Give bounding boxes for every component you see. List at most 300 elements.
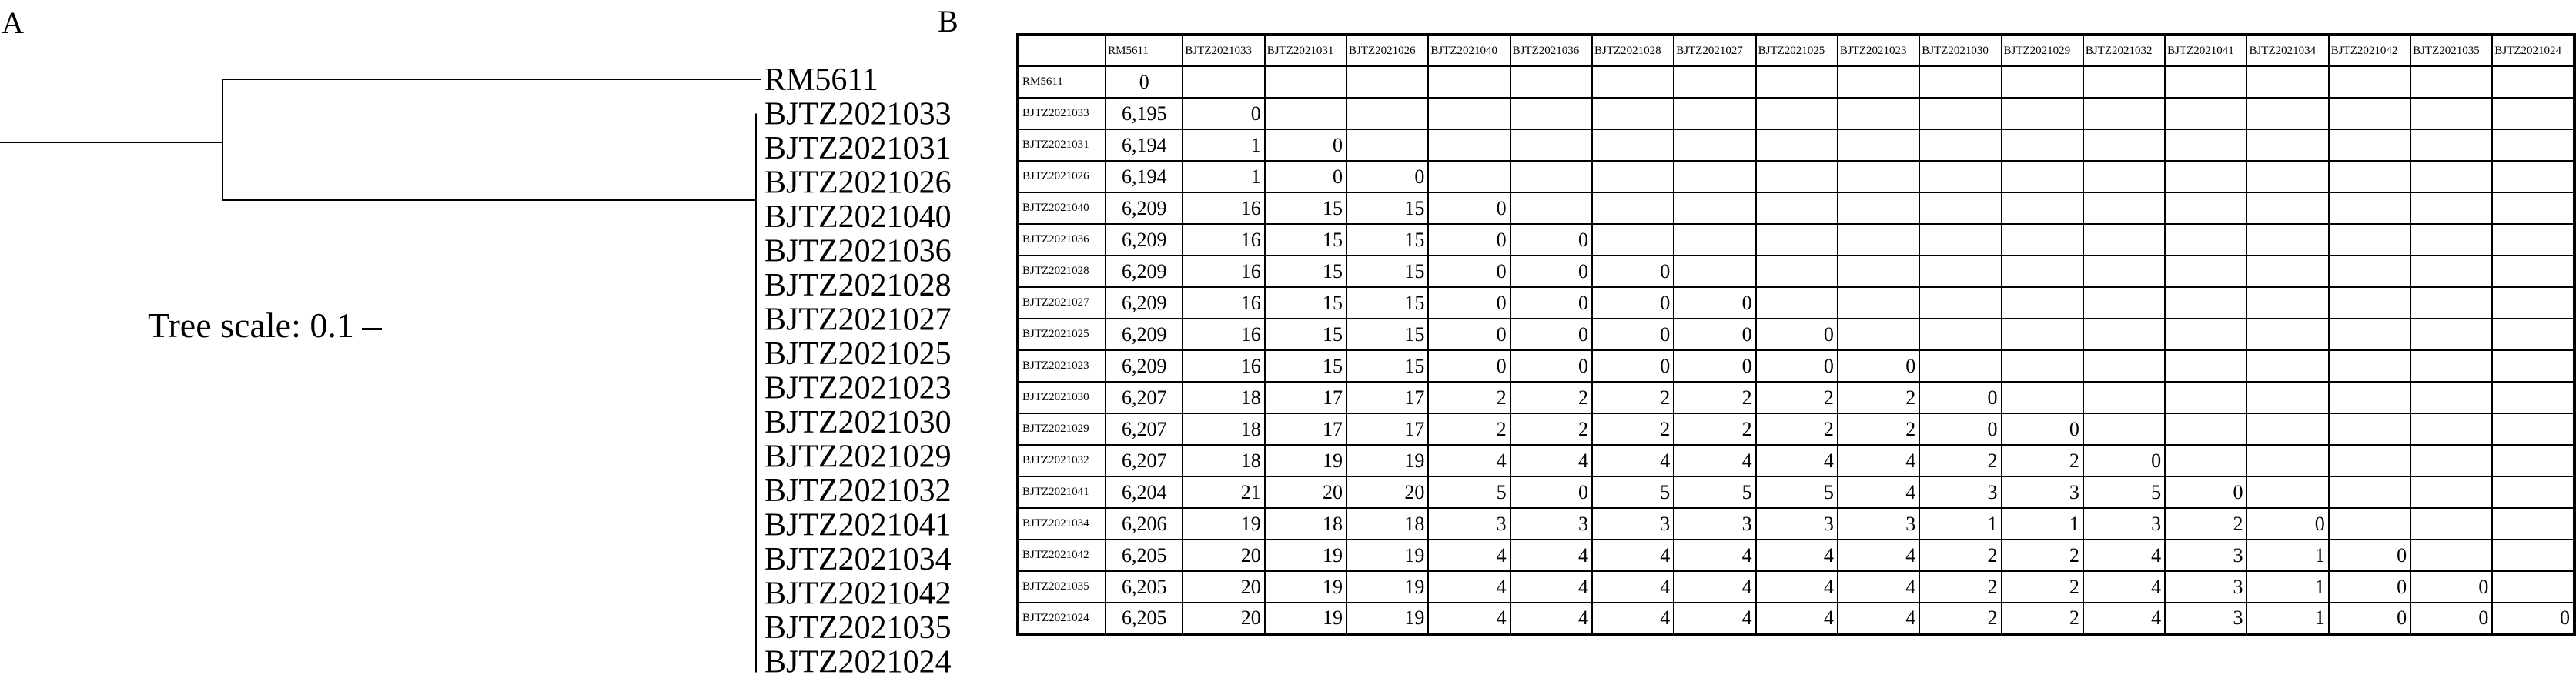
matrix-row bbox=[1018, 256, 2574, 287]
matrix-cell: 0 bbox=[2410, 603, 2492, 634]
matrix-cell: 0 bbox=[1106, 66, 1183, 98]
tree-leaf-label: BJTZ2021034 bbox=[764, 542, 952, 577]
matrix-cell: 3 bbox=[1919, 476, 2001, 508]
matrix-cell bbox=[1919, 98, 2001, 129]
matrix-row bbox=[1018, 571, 2574, 603]
matrix-cell: 20 bbox=[1265, 476, 1347, 508]
matrix-cell bbox=[1428, 161, 1510, 192]
matrix-cell bbox=[2002, 382, 2083, 413]
matrix-cell: 0 bbox=[1674, 350, 1755, 382]
matrix-cell: 4 bbox=[1838, 445, 1919, 476]
matrix-cell: 5 bbox=[1428, 476, 1510, 508]
matrix-cell bbox=[2002, 287, 2083, 319]
matrix-cell bbox=[2165, 161, 2246, 192]
matrix-cell: 2 bbox=[1428, 382, 1510, 413]
matrix-cell bbox=[1674, 192, 1755, 224]
matrix-cell: 2 bbox=[1919, 540, 2001, 571]
matrix-column-header: BJTZ2021041 bbox=[2165, 35, 2246, 66]
matrix-cell bbox=[2246, 445, 2328, 476]
matrix-cell bbox=[1919, 287, 2001, 319]
matrix-cell: 6,207 bbox=[1106, 445, 1183, 476]
matrix-cell bbox=[2329, 319, 2410, 350]
matrix-cell: 4 bbox=[1592, 445, 1674, 476]
matrix-row-header: BJTZ2021041 bbox=[1018, 476, 1106, 508]
matrix-cell bbox=[2329, 350, 2410, 382]
matrix-cell bbox=[1674, 256, 1755, 287]
matrix-row bbox=[1018, 540, 2574, 571]
matrix-cell bbox=[1838, 319, 1919, 350]
matrix-column-header: BJTZ2021034 bbox=[2246, 35, 2328, 66]
matrix-cell bbox=[2492, 508, 2574, 540]
matrix-cell: 3 bbox=[1510, 508, 1592, 540]
matrix-cell bbox=[2492, 540, 2574, 571]
matrix-cell: 4 bbox=[1510, 603, 1592, 634]
matrix-row-header: BJTZ2021033 bbox=[1018, 98, 1106, 129]
matrix-cell bbox=[1838, 287, 1919, 319]
matrix-cell: 4 bbox=[1674, 445, 1755, 476]
tree-leaf-label: BJTZ2021031 bbox=[764, 131, 952, 166]
matrix-cell: 6,194 bbox=[1106, 129, 1183, 161]
matrix-row-header: BJTZ2021040 bbox=[1018, 192, 1106, 224]
matrix-cell bbox=[2410, 98, 2492, 129]
matrix-cell: 6,205 bbox=[1106, 603, 1183, 634]
matrix-cell: 1 bbox=[2246, 603, 2328, 634]
matrix-cell: 0 bbox=[1919, 413, 2001, 445]
matrix-cell bbox=[1919, 319, 2001, 350]
matrix-cell bbox=[2329, 161, 2410, 192]
matrix-cell bbox=[2329, 445, 2410, 476]
matrix-column-header: BJTZ2021027 bbox=[1674, 35, 1755, 66]
tree-scale-bar bbox=[362, 328, 382, 330]
matrix-cell bbox=[2165, 224, 2246, 256]
matrix-row-header: BJTZ2021035 bbox=[1018, 571, 1106, 603]
matrix-cell: 0 bbox=[1756, 350, 1838, 382]
matrix-cell: 3 bbox=[1674, 508, 1755, 540]
matrix-cell bbox=[2002, 129, 2083, 161]
matrix-cell bbox=[1838, 224, 1919, 256]
matrix-cell: 19 bbox=[1265, 445, 1347, 476]
matrix-cell: 0 bbox=[2329, 571, 2410, 603]
matrix-column-header: BJTZ2021028 bbox=[1592, 35, 1674, 66]
matrix-cell: 15 bbox=[1265, 256, 1347, 287]
matrix-cell: 0 bbox=[2002, 413, 2083, 445]
matrix-cell bbox=[2083, 287, 2165, 319]
matrix-cell: 6,195 bbox=[1106, 98, 1183, 129]
matrix-cell bbox=[1347, 98, 1428, 129]
matrix-cell: 2 bbox=[1919, 445, 2001, 476]
matrix-cell: 2 bbox=[1428, 413, 1510, 445]
matrix-cell bbox=[2329, 256, 2410, 287]
matrix-cell: 16 bbox=[1183, 350, 1264, 382]
matrix-cell bbox=[2410, 540, 2492, 571]
matrix-cell: 18 bbox=[1183, 382, 1264, 413]
matrix-cell: 17 bbox=[1347, 413, 1428, 445]
matrix-cell: 0 bbox=[1674, 319, 1755, 350]
matrix-cell: 16 bbox=[1183, 192, 1264, 224]
matrix-cell: 2 bbox=[1674, 382, 1755, 413]
matrix-cell: 19 bbox=[1183, 508, 1264, 540]
matrix-cell: 0 bbox=[1592, 287, 1674, 319]
matrix-cell bbox=[2410, 256, 2492, 287]
matrix-cell bbox=[1510, 192, 1592, 224]
matrix-cell: 21 bbox=[1183, 476, 1264, 508]
matrix-cell: 16 bbox=[1183, 256, 1264, 287]
matrix-cell: 0 bbox=[1510, 319, 1592, 350]
matrix-cell bbox=[2410, 445, 2492, 476]
matrix-cell: 4 bbox=[1674, 571, 1755, 603]
tree-leaf-label: BJTZ2021024 bbox=[764, 644, 952, 680]
matrix-cell bbox=[1265, 98, 1347, 129]
matrix-cell: 15 bbox=[1347, 319, 1428, 350]
matrix-cell: 3 bbox=[1756, 508, 1838, 540]
matrix-cell bbox=[2246, 98, 2328, 129]
matrix-cell: 2 bbox=[2002, 603, 2083, 634]
matrix-cell: 19 bbox=[1347, 445, 1428, 476]
matrix-column-header: BJTZ2021030 bbox=[1919, 35, 2001, 66]
matrix-column-header: BJTZ2021025 bbox=[1756, 35, 1838, 66]
matrix-cell: 2 bbox=[1592, 382, 1674, 413]
matrix-cell bbox=[1510, 161, 1592, 192]
tree-leaf-label: BJTZ2021029 bbox=[764, 439, 952, 475]
matrix-cell: 20 bbox=[1347, 476, 1428, 508]
matrix-cell bbox=[2492, 192, 2574, 224]
matrix-row-header: BJTZ2021029 bbox=[1018, 413, 1106, 445]
matrix-cell bbox=[2410, 508, 2492, 540]
tree-scale-label: Tree scale: 0.1 bbox=[148, 306, 354, 345]
matrix-cell bbox=[2165, 319, 2246, 350]
matrix-cell bbox=[1428, 98, 1510, 129]
matrix-cell bbox=[2246, 192, 2328, 224]
matrix-cell: 0 bbox=[2246, 508, 2328, 540]
tree-leaf-label: BJTZ2021036 bbox=[764, 233, 952, 269]
matrix-cell: 4 bbox=[2083, 571, 2165, 603]
matrix-row bbox=[1018, 129, 2574, 161]
matrix-cell: 0 bbox=[1428, 192, 1510, 224]
matrix-cell bbox=[2329, 224, 2410, 256]
matrix-cell: 16 bbox=[1183, 319, 1264, 350]
matrix-cell: 3 bbox=[1428, 508, 1510, 540]
matrix-cell bbox=[2083, 129, 2165, 161]
matrix-row bbox=[1018, 161, 2574, 192]
matrix-cell: 4 bbox=[1838, 603, 1919, 634]
matrix-cell: 2 bbox=[1674, 413, 1755, 445]
matrix-cell: 18 bbox=[1183, 445, 1264, 476]
matrix-cell bbox=[1756, 98, 1838, 129]
matrix-cell bbox=[2329, 476, 2410, 508]
matrix-cell bbox=[1592, 66, 1674, 98]
matrix-column-header: BJTZ2021042 bbox=[2329, 35, 2410, 66]
matrix-row-header: BJTZ2021023 bbox=[1018, 350, 1106, 382]
matrix-cell bbox=[1592, 192, 1674, 224]
matrix-cell bbox=[2165, 287, 2246, 319]
matrix-cell: 20 bbox=[1183, 603, 1264, 634]
matrix-cell: 20 bbox=[1183, 540, 1264, 571]
matrix-cell bbox=[1510, 98, 1592, 129]
matrix-column-header: BJTZ2021029 bbox=[2002, 35, 2083, 66]
matrix-cell bbox=[1919, 192, 2001, 224]
matrix-cell: 6,206 bbox=[1106, 508, 1183, 540]
matrix-cell bbox=[2165, 98, 2246, 129]
matrix-cell bbox=[2410, 129, 2492, 161]
matrix-cell bbox=[2002, 161, 2083, 192]
matrix-cell bbox=[1674, 66, 1755, 98]
matrix-cell bbox=[1347, 66, 1428, 98]
matrix-cell: 6,205 bbox=[1106, 540, 1183, 571]
matrix-cell bbox=[2246, 224, 2328, 256]
matrix-cell: 4 bbox=[1838, 540, 1919, 571]
matrix-cell bbox=[2246, 350, 2328, 382]
matrix-cell bbox=[2083, 192, 2165, 224]
matrix-cell: 15 bbox=[1265, 287, 1347, 319]
matrix-row bbox=[1018, 603, 2574, 634]
matrix-cell bbox=[1919, 161, 2001, 192]
tree-leaf-label: BJTZ2021030 bbox=[764, 405, 952, 440]
matrix-cell: 15 bbox=[1265, 192, 1347, 224]
matrix-cell: 17 bbox=[1347, 382, 1428, 413]
matrix-cell: 6,207 bbox=[1106, 413, 1183, 445]
matrix-cell: 0 bbox=[1592, 319, 1674, 350]
matrix-cell bbox=[2410, 66, 2492, 98]
matrix-cell: 0 bbox=[1265, 129, 1347, 161]
matrix-row bbox=[1018, 319, 2574, 350]
matrix-cell bbox=[2246, 413, 2328, 445]
matrix-cell bbox=[1838, 129, 1919, 161]
matrix-cell bbox=[2492, 413, 2574, 445]
matrix-cell: 0 bbox=[2410, 571, 2492, 603]
matrix-cell bbox=[1674, 129, 1755, 161]
matrix-row bbox=[1018, 445, 2574, 476]
matrix-cell: 6,209 bbox=[1106, 350, 1183, 382]
matrix-column-header: BJTZ2021024 bbox=[2492, 35, 2574, 66]
matrix-cell: 15 bbox=[1265, 319, 1347, 350]
matrix-cell bbox=[2410, 382, 2492, 413]
matrix-cell: 4 bbox=[1510, 571, 1592, 603]
panel-b-label: B bbox=[938, 4, 958, 38]
matrix-row bbox=[1018, 476, 2574, 508]
matrix-cell: 0 bbox=[1428, 350, 1510, 382]
matrix-cell bbox=[2492, 571, 2574, 603]
matrix-cell bbox=[2246, 319, 2328, 350]
matrix-cell: 19 bbox=[1347, 603, 1428, 634]
matrix-cell bbox=[2246, 256, 2328, 287]
matrix-cell: 4 bbox=[1756, 603, 1838, 634]
matrix-cell bbox=[1428, 129, 1510, 161]
matrix-cell: 0 bbox=[1674, 287, 1755, 319]
matrix-cell: 2 bbox=[2002, 540, 2083, 571]
matrix-column-header: BJTZ2021026 bbox=[1347, 35, 1428, 66]
matrix-cell: 6,205 bbox=[1106, 571, 1183, 603]
matrix-cell: 18 bbox=[1347, 508, 1428, 540]
matrix-header-row bbox=[1018, 35, 2574, 66]
matrix-cell bbox=[1756, 161, 1838, 192]
tree-leaf-label: BJTZ2021023 bbox=[764, 370, 952, 406]
matrix-cell bbox=[2410, 224, 2492, 256]
matrix-column-header: BJTZ2021031 bbox=[1265, 35, 1347, 66]
matrix-cell: 0 bbox=[1592, 350, 1674, 382]
matrix-cell: 2 bbox=[1510, 413, 1592, 445]
matrix-cell: 0 bbox=[2492, 603, 2574, 634]
matrix-cell bbox=[2083, 319, 2165, 350]
matrix-row-header: BJTZ2021026 bbox=[1018, 161, 1106, 192]
matrix-cell: 3 bbox=[1592, 508, 1674, 540]
matrix-cell bbox=[2410, 413, 2492, 445]
matrix-cell: 3 bbox=[2002, 476, 2083, 508]
matrix-cell: 3 bbox=[2165, 571, 2246, 603]
matrix-cell: 0 bbox=[1428, 224, 1510, 256]
matrix-cell bbox=[2492, 287, 2574, 319]
matrix-cell bbox=[2165, 413, 2246, 445]
matrix-cell bbox=[1838, 161, 1919, 192]
matrix-cell bbox=[2246, 129, 2328, 161]
matrix-cell: 19 bbox=[1265, 571, 1347, 603]
matrix-row bbox=[1018, 192, 2574, 224]
matrix-cell bbox=[1592, 98, 1674, 129]
matrix-cell bbox=[2246, 382, 2328, 413]
matrix-column-header: BJTZ2021036 bbox=[1510, 35, 1592, 66]
matrix-cell: 16 bbox=[1183, 287, 1264, 319]
tree-leaf-label: BJTZ2021025 bbox=[764, 336, 952, 372]
panel-a-label: A bbox=[2, 5, 24, 40]
matrix-row-header: BJTZ2021032 bbox=[1018, 445, 1106, 476]
matrix-cell bbox=[2002, 350, 2083, 382]
matrix-cell: 5 bbox=[1592, 476, 1674, 508]
matrix-cell bbox=[1919, 256, 2001, 287]
matrix-cell bbox=[2492, 476, 2574, 508]
matrix-cell bbox=[2083, 256, 2165, 287]
matrix-cell bbox=[1919, 350, 2001, 382]
matrix-cell: 0 bbox=[2329, 603, 2410, 634]
matrix-cell: 15 bbox=[1347, 192, 1428, 224]
tree-leaf-label: BJTZ2021042 bbox=[764, 576, 952, 612]
matrix-cell bbox=[2410, 350, 2492, 382]
matrix-column-header: RM5611 bbox=[1106, 35, 1183, 66]
matrix-cell bbox=[2002, 66, 2083, 98]
matrix-cell: 6,209 bbox=[1106, 224, 1183, 256]
matrix-cell bbox=[2246, 161, 2328, 192]
matrix-column-header: BJTZ2021033 bbox=[1183, 35, 1264, 66]
matrix-cell: 5 bbox=[2083, 476, 2165, 508]
matrix-cell: 19 bbox=[1347, 571, 1428, 603]
matrix-cell: 4 bbox=[1838, 571, 1919, 603]
matrix-column-header: BJTZ2021032 bbox=[2083, 35, 2165, 66]
matrix-cell bbox=[1510, 66, 1592, 98]
matrix-cell: 2 bbox=[1919, 571, 2001, 603]
matrix-cell: 15 bbox=[1347, 224, 1428, 256]
matrix-cell: 15 bbox=[1265, 224, 1347, 256]
tree-leaf-label: RM5611 bbox=[764, 62, 878, 98]
matrix-cell: 4 bbox=[1756, 540, 1838, 571]
matrix-cell: 0 bbox=[1265, 161, 1347, 192]
matrix-cell: 3 bbox=[2165, 540, 2246, 571]
matrix-row-header: BJTZ2021042 bbox=[1018, 540, 1106, 571]
tree-leaf-label: BJTZ2021033 bbox=[764, 96, 952, 132]
matrix-cell: 16 bbox=[1183, 224, 1264, 256]
matrix-cell bbox=[1592, 161, 1674, 192]
matrix-cell bbox=[1756, 287, 1838, 319]
matrix-cell bbox=[2083, 413, 2165, 445]
matrix-row bbox=[1018, 66, 2574, 98]
matrix-cell bbox=[2492, 445, 2574, 476]
matrix-cell: 0 bbox=[2329, 540, 2410, 571]
matrix-cell: 15 bbox=[1347, 287, 1428, 319]
matrix-cell bbox=[2329, 382, 2410, 413]
matrix-cell: 4 bbox=[2083, 603, 2165, 634]
matrix-row-header: BJTZ2021028 bbox=[1018, 256, 1106, 287]
matrix-cell: 0 bbox=[1510, 287, 1592, 319]
matrix-cell bbox=[2083, 98, 2165, 129]
tree-leaf-label: BJTZ2021028 bbox=[764, 268, 952, 303]
matrix-cell bbox=[1347, 129, 1428, 161]
matrix-cell: 0 bbox=[1510, 350, 1592, 382]
matrix-cell bbox=[1183, 66, 1264, 98]
matrix-cell: 17 bbox=[1265, 413, 1347, 445]
matrix-cell: 3 bbox=[2165, 603, 2246, 634]
tree-leaf-label: BJTZ2021027 bbox=[764, 302, 952, 338]
matrix-cell: 4 bbox=[1428, 603, 1510, 634]
matrix-cell: 1 bbox=[1183, 129, 1264, 161]
matrix-cell bbox=[2002, 192, 2083, 224]
matrix-cell bbox=[2492, 224, 2574, 256]
matrix-row-header: BJTZ2021027 bbox=[1018, 287, 1106, 319]
matrix-cell: 4 bbox=[1674, 603, 1755, 634]
matrix-cell: 3 bbox=[2083, 508, 2165, 540]
matrix-cell: 4 bbox=[1592, 540, 1674, 571]
matrix-cell: 0 bbox=[1347, 161, 1428, 192]
matrix-row-header: BJTZ2021031 bbox=[1018, 129, 1106, 161]
matrix-cell: 19 bbox=[1265, 603, 1347, 634]
matrix-cell: 6,204 bbox=[1106, 476, 1183, 508]
matrix-cell bbox=[2329, 508, 2410, 540]
matrix-cell bbox=[2165, 445, 2246, 476]
matrix-cell bbox=[2246, 287, 2328, 319]
matrix-cell bbox=[1756, 256, 1838, 287]
matrix-cell bbox=[2083, 66, 2165, 98]
matrix-cell: 4 bbox=[1756, 445, 1838, 476]
matrix-cell: 15 bbox=[1265, 350, 1347, 382]
matrix-cell: 2 bbox=[2002, 445, 2083, 476]
matrix-cell bbox=[2002, 224, 2083, 256]
matrix-cell bbox=[2083, 224, 2165, 256]
matrix-cell: 1 bbox=[2002, 508, 2083, 540]
matrix-cell: 4 bbox=[1428, 571, 1510, 603]
matrix-cell: 1 bbox=[2246, 540, 2328, 571]
matrix-cell bbox=[2329, 287, 2410, 319]
matrix-cell bbox=[1510, 129, 1592, 161]
matrix-cell: 0 bbox=[2083, 445, 2165, 476]
matrix-cell bbox=[1838, 66, 1919, 98]
matrix-cell bbox=[1919, 129, 2001, 161]
matrix-cell bbox=[2410, 287, 2492, 319]
matrix-row-header: BJTZ2021025 bbox=[1018, 319, 1106, 350]
matrix-cell: 0 bbox=[1592, 256, 1674, 287]
matrix-cell: 0 bbox=[2165, 476, 2246, 508]
matrix-column-header: BJTZ2021023 bbox=[1838, 35, 1919, 66]
matrix-cell bbox=[2165, 256, 2246, 287]
matrix-cell: 2 bbox=[1838, 413, 1919, 445]
matrix-cell bbox=[1265, 66, 1347, 98]
matrix-cell: 4 bbox=[1674, 540, 1755, 571]
matrix-cell bbox=[2410, 192, 2492, 224]
matrix-cell: 0 bbox=[1510, 224, 1592, 256]
matrix-corner-cell bbox=[1018, 35, 1106, 66]
matrix-cell bbox=[2492, 256, 2574, 287]
matrix-row bbox=[1018, 382, 2574, 413]
matrix-cell: 19 bbox=[1347, 540, 1428, 571]
matrix-row bbox=[1018, 287, 2574, 319]
matrix-cell: 4 bbox=[1838, 476, 1919, 508]
matrix-cell bbox=[1838, 98, 1919, 129]
matrix-cell: 6,194 bbox=[1106, 161, 1183, 192]
